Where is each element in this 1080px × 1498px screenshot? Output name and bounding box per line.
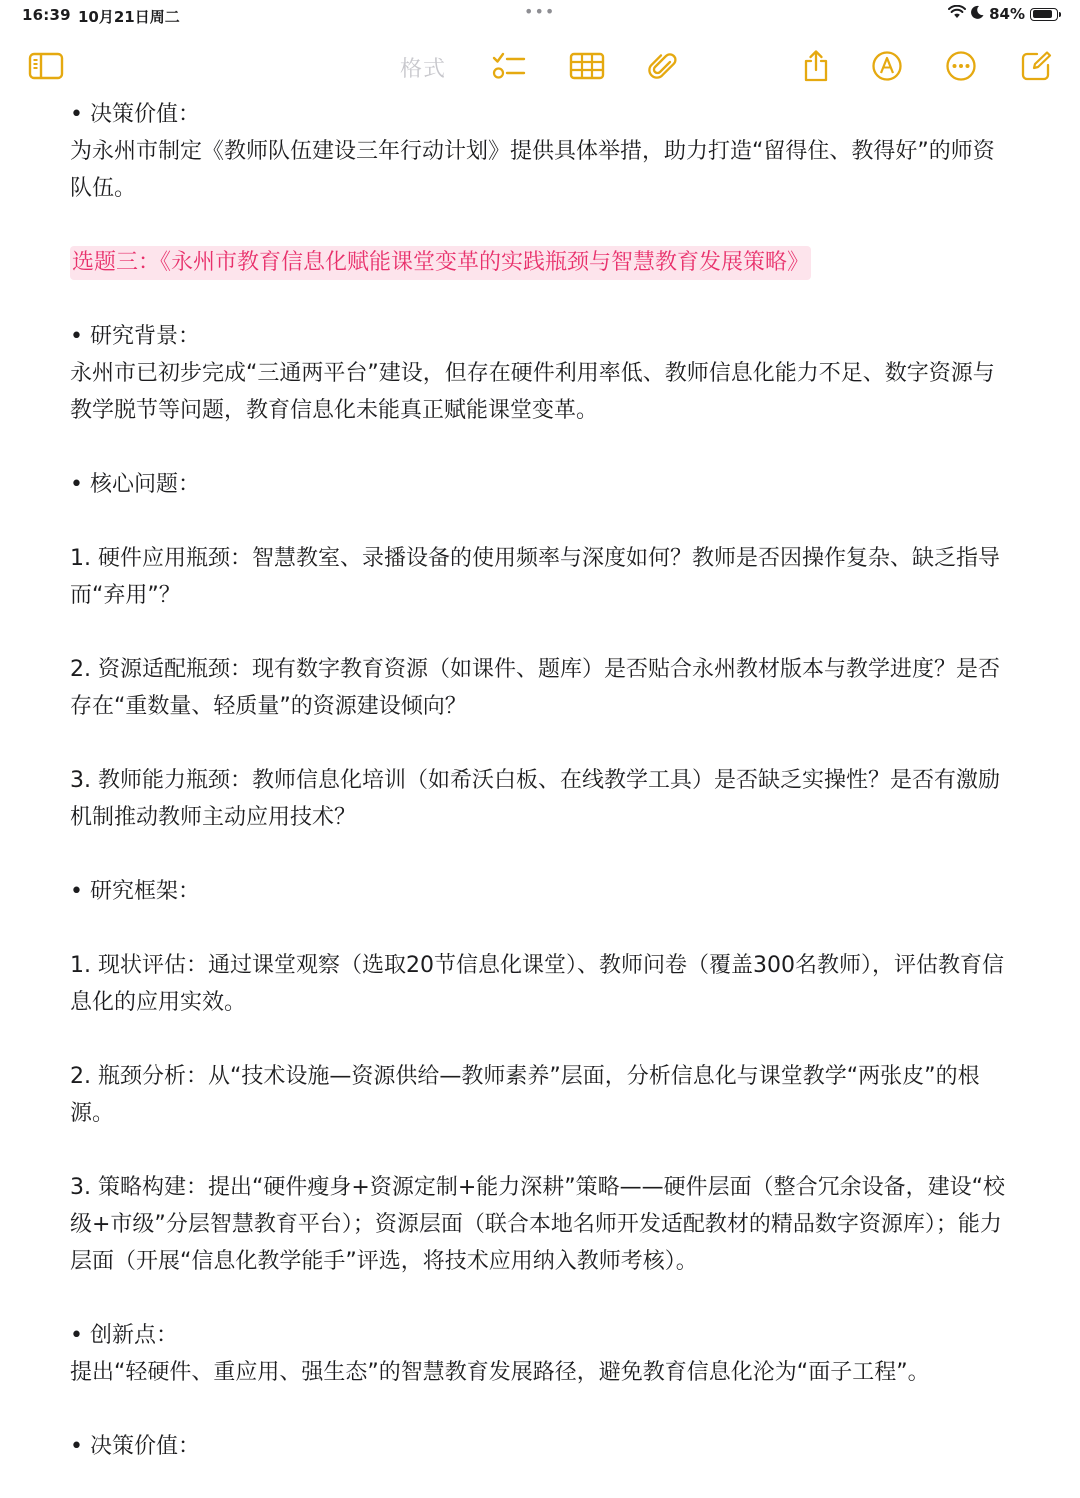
checklist-icon	[492, 51, 526, 81]
sidebar-toggle-button[interactable]	[26, 46, 66, 86]
topic-three-title: 选题三：《永州市教育信息化赋能课堂变革的实践瓶颈与智慧教育发展策略》	[70, 246, 811, 280]
status-indicators	[948, 5, 1058, 23]
note-body[interactable]	[70, 96, 1015, 1465]
share-icon	[801, 49, 831, 83]
markup-pen-icon	[871, 50, 903, 82]
table-button[interactable]	[567, 46, 607, 86]
share-button[interactable]	[796, 46, 836, 86]
research-background-heading: • 研究背景：	[70, 324, 200, 349]
battery-level	[1033, 10, 1052, 18]
core-issues-heading: • 核心问题：	[70, 472, 200, 497]
paperclip-icon	[647, 50, 679, 82]
more-icon	[945, 50, 977, 82]
attachment-button[interactable]	[643, 46, 683, 86]
framework-item-3: 3. 策略构建：提出“硬件瘦身+资源定制+能力深耕”策略——硬件层面（整合冗余设备，建设“校级+市级”分层智慧教育平台）；资源层面（联合本地名师开发适配教材的精品数字资源库）；能力层面（开展“信息化教学能手”评选，将技术应用纳入教师考核）。	[70, 1175, 1006, 1274]
markup-button[interactable]	[867, 46, 907, 86]
notes-toolbar	[0, 44, 1080, 88]
framework-item-1: 1. 现状评估：通过课堂观察（选取20节信息化课堂）、教师问卷（覆盖300名教师），评估教育信息化的应用实效。	[70, 953, 1004, 1015]
multitasking-dots[interactable]: •••	[524, 2, 556, 21]
decision-value-heading-2: • 决策价值：	[70, 1434, 200, 1459]
moon-icon	[971, 5, 984, 23]
format-button[interactable]: 格式	[400, 57, 447, 82]
decision-value-heading: • 决策价值：	[70, 102, 200, 127]
sidebar-icon	[28, 52, 64, 80]
decision-value-text: 为永州市制定《教师队伍建设三年行动计划》提供具体举措，助力打造“留得住、教得好”的师资队伍。	[70, 139, 995, 201]
status-bar	[0, 0, 1080, 32]
wifi-icon	[948, 5, 966, 23]
research-background-text: 永州市已初步完成“三通两平台”建设，但存在硬件利用率低、教师信息化能力不足、数字资源与教学脱节等问题，教育信息化未能真正赋能课堂变革。	[70, 361, 995, 423]
framework-item-2: 2. 瓶颈分析：从“技术设施—资源供给—教师素养”层面，分析信息化与课堂教学“两张皮”的根源。	[70, 1064, 980, 1126]
innovation-text: 提出“轻硬件、重应用、强生态”的智慧教育发展路径，避免教育信息化沦为“面子工程”。	[70, 1360, 930, 1385]
table-icon	[569, 52, 605, 80]
compose-icon	[1020, 50, 1052, 82]
core-issue-3: 3. 教师能力瓶颈：教师信息化培训（如希沃白板、在线教学工具）是否缺乏实操性？是否有激励机制推动教师主动应用技术？	[70, 768, 1000, 830]
battery-icon	[1030, 8, 1058, 21]
battery-percent: 84%	[989, 5, 1025, 23]
core-issue-2: 2. 资源适配瓶颈：现有数字教育资源（如课件、题库）是否贴合永州教材版本与教学进度？是否存在“重数量、轻质量”的资源建设倾向？	[70, 657, 1000, 719]
status-date: 10月21日周二	[78, 8, 180, 26]
core-issue-1: 1. 硬件应用瓶颈：智慧教室、录播设备的使用频率与深度如何？教师是否因操作复杂、缺乏指导而“弃用”？	[70, 546, 1000, 608]
new-note-button[interactable]	[1016, 46, 1056, 86]
checklist-button[interactable]	[489, 46, 529, 86]
research-framework-heading: • 研究框架：	[70, 879, 200, 904]
innovation-heading: • 创新点：	[70, 1323, 178, 1348]
status-time: 16:39	[22, 6, 71, 24]
more-button[interactable]	[941, 46, 981, 86]
